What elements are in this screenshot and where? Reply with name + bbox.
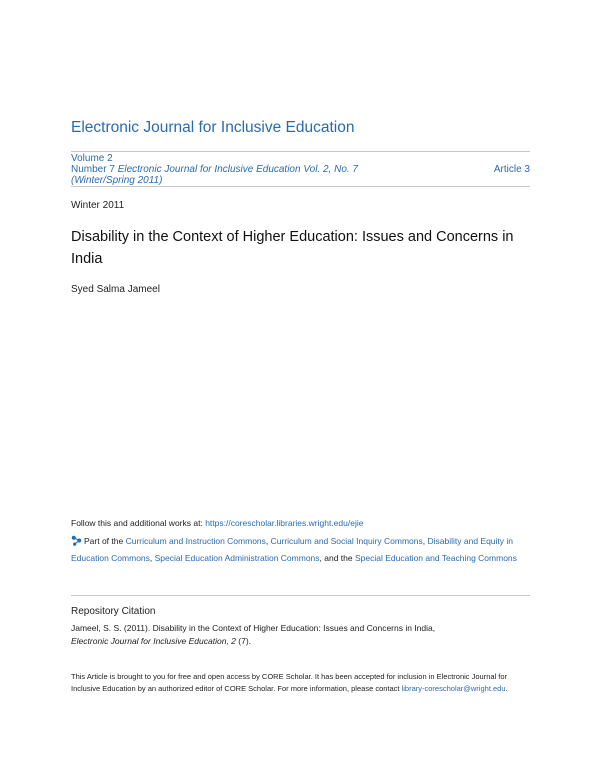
commons-link-curriculum-instruction[interactable]: Curriculum and Instruction Commons <box>125 536 266 546</box>
header-divider <box>71 151 530 152</box>
issue-number-prefix: Number 7 <box>71 164 118 175</box>
follow-text: Follow this and additional works at: <box>71 518 206 528</box>
citation-issue: (7). <box>235 635 252 646</box>
follow-line <box>71 518 541 528</box>
notice-text: This Article is brought to you for free and open access by CORE Scholar. It has been accepted for inclusion in Electronic Journal for Inclusive Education by an authorized editor of CORE Scholar. For more information, please contact <box>71 672 508 693</box>
contact-email-link[interactable]: library-corescholar@wright.edu <box>401 684 506 693</box>
volume-link[interactable]: Volume 2 <box>71 153 113 164</box>
issue-info <box>71 153 411 186</box>
commons-separator: , <box>265 536 271 546</box>
network-commons-icon <box>71 535 82 546</box>
journal-title-link[interactable]: Electronic Journal for Inclusive Education <box>71 119 355 136</box>
citation-line-1: Jameel, S. S. (2011). Disability in the Context of Higher Education: Issues and Concerns in India, <box>71 623 436 633</box>
citation-journal: Electronic Journal for Inclusive Education, 2 <box>71 635 236 646</box>
author-name: Syed Salma Jameel <box>71 284 160 295</box>
part-of-commons <box>71 533 533 567</box>
commons-link-special-ed-admin[interactable]: Special Education Administration Commons <box>154 553 320 563</box>
issue-number-link[interactable] <box>71 164 411 186</box>
collection-url-link[interactable]: https://corescholar.libraries.wright.edu/ejie <box>205 518 364 528</box>
part-of-prefix: Part of the <box>84 536 126 546</box>
commons-separator: , <box>422 536 428 546</box>
notice-end: . <box>505 684 508 693</box>
citation-divider <box>71 595 530 596</box>
citation-line-2 <box>71 635 541 648</box>
article-number-link[interactable]: Article 3 <box>493 164 530 175</box>
access-notice <box>71 671 536 695</box>
issue-title: Electronic Journal for Inclusive Education Vol. 2, No. 7 (Winter/Spring 2011) <box>71 164 358 186</box>
commons-link-special-ed-teaching[interactable]: Special Education and Teaching Commons <box>354 553 517 563</box>
article-title: Disability in the Context of Higher Education: Issues and Concerns in India <box>71 229 514 267</box>
commons-link-curriculum-social-inquiry[interactable]: Curriculum and Social Inquiry Commons <box>270 536 423 546</box>
issue-divider <box>71 186 530 187</box>
commons-separator: , <box>149 553 155 563</box>
commons-link-disability-equity[interactable]: Disability and Equity in Education Commons <box>71 536 514 563</box>
citation-text <box>71 622 541 647</box>
commons-and-the: , and the <box>319 553 355 563</box>
publication-date: Winter 2011 <box>71 200 125 211</box>
repository-citation-heading: Repository Citation <box>71 606 156 617</box>
